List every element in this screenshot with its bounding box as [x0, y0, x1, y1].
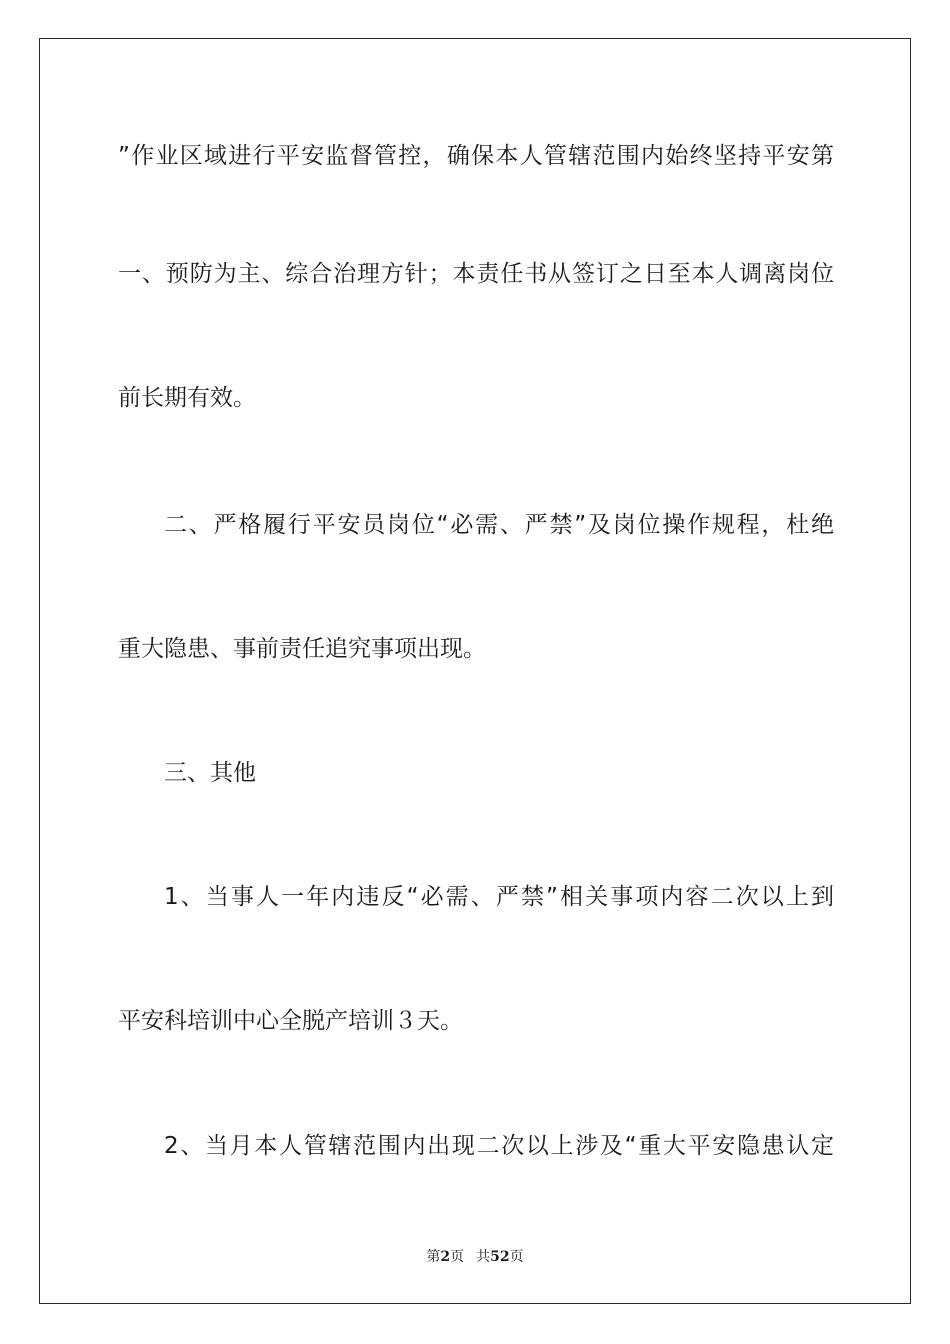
- footer-total-suffix: 页: [509, 1249, 524, 1265]
- body-line-7: 1、当事人一年内违反“必需、严禁”相关事项内容二次以上到: [164, 884, 834, 910]
- page-footer: [0, 1248, 950, 1266]
- body-line-5: 重大隐患、事前责任追究事项出现。: [118, 636, 486, 662]
- footer-total-prefix: 共: [476, 1249, 491, 1265]
- section-heading-other: 三、其他: [164, 760, 256, 786]
- footer-page-total: 52: [490, 1249, 510, 1265]
- footer-page-suffix: 页: [450, 1249, 465, 1265]
- body-line-8: 平安科培训中心全脱产培训３天。: [118, 1008, 463, 1034]
- body-line-3: 前长期有效。: [118, 385, 256, 411]
- page-border: [39, 38, 911, 1304]
- body-line-2: 一、预防为主、综合治理方针；本责任书从签订之日至本人调离岗位: [118, 261, 834, 287]
- footer-page-current: 2: [440, 1249, 451, 1265]
- footer-page-prefix: 第: [426, 1249, 441, 1265]
- body-line-1: ”作业区域进行平安监督管控，确保本人管辖范围内始终坚持平安第: [118, 143, 834, 169]
- body-line-9: 2、当月本人管辖范围内出现二次以上涉及“重大平安隐患认定: [164, 1133, 834, 1159]
- body-line-4: 二、严格履行平安员岗位“必需、严禁”及岗位操作规程，杜绝: [164, 512, 834, 538]
